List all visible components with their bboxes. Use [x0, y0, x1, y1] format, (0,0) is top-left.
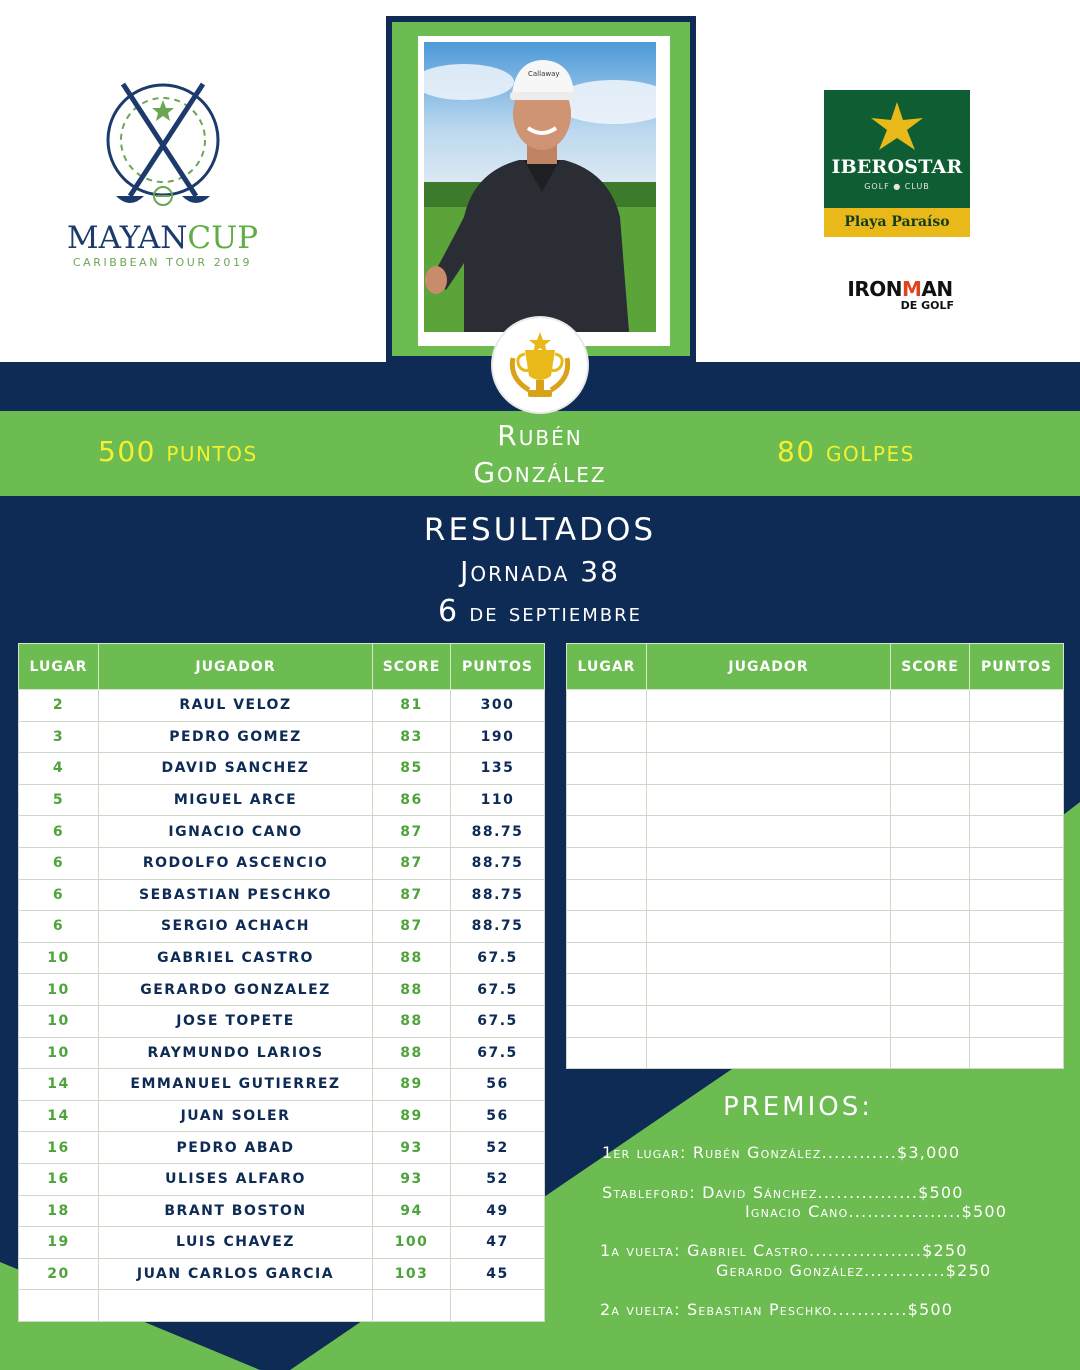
cell-puntos: 300 [451, 690, 545, 722]
empty-cell [891, 690, 970, 722]
cell-jugador: RODOLFO ASCENCIO [99, 847, 373, 879]
cell-lugar: 5 [19, 784, 99, 816]
cell-puntos [451, 1290, 545, 1322]
winner-name: Rubén González [473, 419, 607, 489]
cell-lugar: 6 [19, 816, 99, 848]
empty-cell [567, 879, 647, 911]
table-row [19, 1069, 545, 1101]
cell-puntos: 49 [451, 1195, 545, 1227]
cell-puntos: 110 [451, 784, 545, 816]
table-row [19, 816, 545, 848]
cell-jugador: LUIS CHAVEZ [99, 1227, 373, 1259]
empty-cell [970, 721, 1064, 753]
cell-jugador: GERARDO GONZALEZ [99, 974, 373, 1006]
cell-lugar: 14 [19, 1069, 99, 1101]
empty-cell [567, 1005, 647, 1037]
empty-cell [567, 690, 647, 722]
winner-points: 500 puntos [98, 435, 258, 468]
empty-cell [970, 816, 1064, 848]
empty-table-row [567, 816, 1064, 848]
empty-cell [970, 1037, 1064, 1069]
svg-text:Callaway: Callaway [528, 70, 560, 78]
premio-line: Gerardo González.............$250 [716, 1261, 992, 1280]
premio-line: Stableford: David Sánchez................$500 [602, 1183, 964, 1202]
empty-cell [970, 942, 1064, 974]
cell-lugar: 4 [19, 753, 99, 785]
table-row [19, 847, 545, 879]
date-label: 6 de septiembre [438, 594, 642, 629]
cell-puntos: 56 [451, 1100, 545, 1132]
winner-band [0, 411, 1080, 496]
header-jugador: JUGADOR [99, 644, 373, 690]
empty-cell [970, 847, 1064, 879]
cell-puntos: 67.5 [451, 974, 545, 1006]
premio-line: 1er lugar: Rubén González............$3,000 [602, 1143, 961, 1162]
cell-score: 89 [373, 1100, 451, 1132]
cell-jugador: PEDRO GOMEZ [99, 721, 373, 753]
empty-cell [567, 753, 647, 785]
cell-puntos: 45 [451, 1258, 545, 1290]
empty-cell [891, 784, 970, 816]
empty-cell [647, 690, 891, 722]
empty-cell [970, 911, 1064, 943]
empty-results-table [566, 643, 1064, 1069]
iberostar-logo [824, 90, 970, 237]
cell-score: 87 [373, 816, 451, 848]
cell-lugar: 10 [19, 942, 99, 974]
cell-puntos: 56 [451, 1069, 545, 1101]
cell-jugador: PEDRO ABAD [99, 1132, 373, 1164]
premio-line: Ignacio Cano..................$500 [745, 1202, 1008, 1221]
cell-jugador [99, 1290, 373, 1322]
header-score: SCORE [373, 644, 451, 690]
cell-puntos: 67.5 [451, 942, 545, 974]
cell-puntos: 52 [451, 1132, 545, 1164]
results-title: RESULTADOS [423, 512, 657, 548]
cell-lugar: 10 [19, 974, 99, 1006]
empty-cell [647, 816, 891, 848]
cell-score: 103 [373, 1258, 451, 1290]
table-row [19, 784, 545, 816]
empty-cell [647, 911, 891, 943]
cell-jugador: IGNACIO CANO [99, 816, 373, 848]
cell-score: 100 [373, 1227, 451, 1259]
empty-cell [567, 974, 647, 1006]
empty-cell [891, 816, 970, 848]
cell-jugador: JUAN CARLOS GARCIA [99, 1258, 373, 1290]
empty-cell [647, 1037, 891, 1069]
table-row [19, 1100, 545, 1132]
premios-title: PREMIOS: [723, 1092, 874, 1122]
cell-puntos: 88.75 [451, 879, 545, 911]
cell-lugar: 3 [19, 721, 99, 753]
cell-lugar: 19 [19, 1227, 99, 1259]
cell-jugador: GABRIEL CASTRO [99, 942, 373, 974]
winner-photo-frame [386, 16, 696, 362]
empty-cell [647, 721, 891, 753]
cell-puntos: 88.75 [451, 911, 545, 943]
iberostar-name: IBEROSTAR [831, 156, 963, 178]
mayan-emblem-icon [98, 78, 228, 218]
cell-jugador: BRANT BOSTON [99, 1195, 373, 1227]
empty-cell [891, 1037, 970, 1069]
cell-score [373, 1290, 451, 1322]
star-icon [867, 100, 927, 156]
empty-table-row [567, 690, 1064, 722]
mayan-cup-logo [60, 78, 265, 273]
empty-cell [647, 942, 891, 974]
cell-puntos: 88.75 [451, 847, 545, 879]
cell-lugar: 10 [19, 1037, 99, 1069]
cell-score: 86 [373, 784, 451, 816]
cell-lugar: 6 [19, 911, 99, 943]
header-lugar: LUGAR [567, 644, 647, 690]
table-row [19, 1258, 545, 1290]
table-row [19, 1005, 545, 1037]
empty-cell [567, 911, 647, 943]
table-row [19, 911, 545, 943]
empty-cell [567, 847, 647, 879]
cell-lugar: 2 [19, 690, 99, 722]
cell-jugador: JUAN SOLER [99, 1100, 373, 1132]
empty-cell [891, 753, 970, 785]
empty-cell [567, 784, 647, 816]
iberostar-place: Playa Paraíso [824, 208, 970, 237]
cell-score: 81 [373, 690, 451, 722]
cell-puntos: 135 [451, 753, 545, 785]
empty-cell [970, 690, 1064, 722]
cell-lugar: 6 [19, 879, 99, 911]
empty-table-row [567, 784, 1064, 816]
empty-cell [567, 721, 647, 753]
table-row [19, 721, 545, 753]
table-row [19, 879, 545, 911]
cell-score: 88 [373, 1037, 451, 1069]
empty-cell [567, 1037, 647, 1069]
empty-cell [970, 1005, 1064, 1037]
empty-cell [970, 879, 1064, 911]
empty-table-row [567, 942, 1064, 974]
cell-jugador: MIGUEL ARCE [99, 784, 373, 816]
cell-jugador: JOSE TOPETE [99, 1005, 373, 1037]
cell-score: 94 [373, 1195, 451, 1227]
cell-jugador: DAVID SANCHEZ [99, 753, 373, 785]
cell-score: 87 [373, 879, 451, 911]
header-jugador: JUGADOR [647, 644, 891, 690]
cell-lugar: 6 [19, 847, 99, 879]
jornada-label: Jornada 38 [460, 555, 620, 588]
empty-cell [891, 974, 970, 1006]
cell-puntos: 52 [451, 1163, 545, 1195]
table-row [19, 1227, 545, 1259]
cell-lugar: 10 [19, 1005, 99, 1037]
cell-lugar: 14 [19, 1100, 99, 1132]
cell-puntos: 67.5 [451, 1037, 545, 1069]
cell-puntos: 88.75 [451, 816, 545, 848]
cell-score: 87 [373, 911, 451, 943]
empty-cell [567, 816, 647, 848]
cell-lugar: 16 [19, 1163, 99, 1195]
empty-table-row [567, 974, 1064, 1006]
cell-score: 88 [373, 974, 451, 1006]
empty-cell [647, 753, 891, 785]
cell-lugar [19, 1290, 99, 1322]
cell-score: 93 [373, 1132, 451, 1164]
table-row [19, 1163, 545, 1195]
table-row [19, 753, 545, 785]
empty-cell [567, 942, 647, 974]
empty-table-row [567, 1005, 1064, 1037]
table-row [19, 1037, 545, 1069]
empty-table-row [567, 721, 1064, 753]
cell-score: 88 [373, 942, 451, 974]
empty-table-row [567, 1037, 1064, 1069]
header-puntos: PUNTOS [970, 644, 1064, 690]
winner-photo [424, 42, 664, 340]
cell-jugador: SERGIO ACHACH [99, 911, 373, 943]
table-row [19, 974, 545, 1006]
iberostar-sub: GOLF ● CLUB [864, 182, 930, 191]
cell-lugar: 20 [19, 1258, 99, 1290]
header-puntos: PUNTOS [451, 644, 545, 690]
premio-line: 2a vuelta: Sebastian Peschko............$500 [600, 1300, 954, 1319]
empty-cell [970, 753, 1064, 785]
empty-cell [970, 974, 1064, 1006]
cell-score: 88 [373, 1005, 451, 1037]
table-row [19, 1290, 545, 1322]
cell-puntos: 47 [451, 1227, 545, 1259]
table-row [19, 1132, 545, 1164]
ironman-logo: IRONMAN DE GOLF [847, 277, 954, 312]
empty-cell [970, 784, 1064, 816]
cell-jugador: SEBASTIAN PESCHKO [99, 879, 373, 911]
empty-table-row [567, 753, 1064, 785]
cell-lugar: 18 [19, 1195, 99, 1227]
mayan-subtitle: CARIBBEAN TOUR 2019 [72, 256, 253, 269]
cell-score: 85 [373, 753, 451, 785]
cell-lugar: 16 [19, 1132, 99, 1164]
trophy-icon [493, 318, 587, 412]
table-row [19, 690, 545, 722]
empty-table-row [567, 879, 1064, 911]
cell-jugador: RAUL VELOZ [99, 690, 373, 722]
cell-jugador: RAYMUNDO LARIOS [99, 1037, 373, 1069]
cell-puntos: 190 [451, 721, 545, 753]
winner-strokes: 80 golpes [777, 435, 915, 468]
table-row [19, 942, 545, 974]
empty-cell [891, 721, 970, 753]
cell-score: 83 [373, 721, 451, 753]
cell-score: 89 [373, 1069, 451, 1101]
cell-score: 93 [373, 1163, 451, 1195]
premio-line: 1a vuelta: Gabriel Castro..................$250 [600, 1241, 968, 1260]
table-row [19, 1195, 545, 1227]
results-table [18, 643, 545, 1322]
empty-cell [891, 942, 970, 974]
cell-jugador: EMMANUEL GUTIERREZ [99, 1069, 373, 1101]
empty-cell [647, 1005, 891, 1037]
header-score: SCORE [891, 644, 970, 690]
mayan-title: MAYANCUP [66, 220, 259, 256]
empty-cell [891, 911, 970, 943]
header-lugar: LUGAR [19, 644, 99, 690]
empty-cell [891, 1005, 970, 1037]
empty-cell [647, 784, 891, 816]
empty-cell [647, 879, 891, 911]
cell-puntos: 67.5 [451, 1005, 545, 1037]
empty-cell [891, 879, 970, 911]
empty-cell [647, 847, 891, 879]
empty-cell [647, 974, 891, 1006]
empty-table-row [567, 847, 1064, 879]
cell-score: 87 [373, 847, 451, 879]
empty-cell [891, 847, 970, 879]
empty-table-row [567, 911, 1064, 943]
cell-jugador: ULISES ALFARO [99, 1163, 373, 1195]
